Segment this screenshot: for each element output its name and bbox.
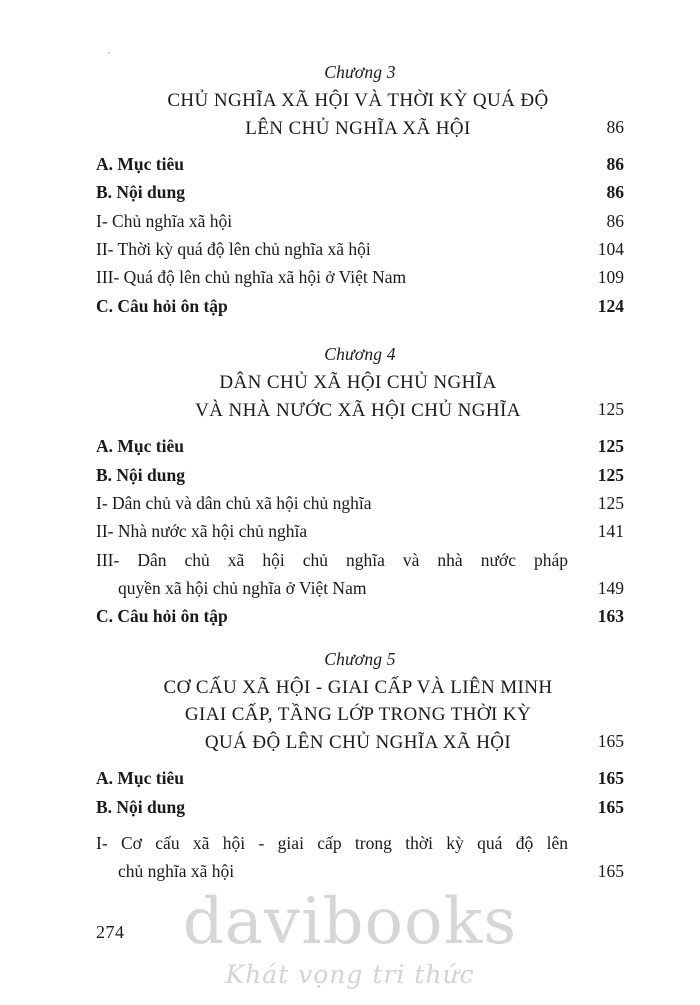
- chapter-page-number: 125: [597, 398, 624, 419]
- toc-entry-label: A. Mục tiêu: [96, 436, 184, 457]
- toc-entry[interactable]: [96, 207, 624, 235]
- toc-entry-label: chủ nghĩa xã hội: [118, 861, 235, 882]
- toc-entry[interactable]: [96, 292, 624, 320]
- toc-entry-continuation[interactable]: [96, 857, 624, 885]
- toc-entry-label: A. Mục tiêu: [96, 154, 184, 175]
- toc-entry[interactable]: [96, 150, 624, 178]
- toc-entry-label: I- Dân chủ và dân chủ xã hội chủ nghĩa: [96, 492, 372, 513]
- chapter-label: Chương 3: [324, 62, 396, 82]
- toc-entry-page: 86: [606, 154, 624, 175]
- chapter-title-line: [96, 87, 624, 115]
- chapter-block-3: [96, 62, 624, 320]
- chapter-block-5: [96, 649, 624, 886]
- toc-entry-label: III- Dân chủ xã hội chủ nghĩa và nhà nước pháp: [96, 549, 568, 570]
- toc-entry[interactable]: [96, 178, 624, 206]
- toc-entry-label: quyền xã hội chủ nghĩa ở Việt Nam: [118, 577, 367, 598]
- chapter-page-number: 86: [606, 116, 624, 137]
- toc-entry-label: C. Câu hỏi ôn tập: [96, 606, 228, 627]
- table-of-contents: [96, 62, 624, 888]
- toc-entry[interactable]: [96, 432, 624, 460]
- toc-entry-page: 104: [597, 239, 624, 260]
- toc-entry-label: III- Quá độ lên chủ nghĩa xã hội ở Việt Nam: [96, 267, 407, 288]
- toc-entry[interactable]: [96, 546, 624, 574]
- chapter-title-line: [96, 729, 624, 757]
- chapter-title-text: LÊN CHỦ NGHĨA XÃ HỘI: [245, 117, 471, 139]
- toc-entry[interactable]: [96, 461, 624, 489]
- toc-entry[interactable]: [96, 602, 624, 630]
- toc-entry-page: 109: [597, 267, 624, 288]
- chapter-title-text: GIAI CẤP, TẦNG LỚP TRONG THỜI KỲ: [184, 704, 532, 726]
- chapter-block-4: [96, 344, 624, 631]
- chapter-label: Chương 4: [324, 344, 396, 365]
- chapter-page-number: 165: [597, 730, 624, 751]
- toc-entry[interactable]: [96, 489, 624, 517]
- chapter-title-text: CHỦ NGHĨA XÃ HỘI VÀ THỜI KỲ QUÁ ĐỘ: [167, 90, 549, 111]
- toc-entry[interactable]: [96, 829, 624, 857]
- toc-entry[interactable]: [96, 235, 624, 263]
- toc-entry-label: B. Nội dung: [96, 796, 185, 817]
- watermark-brand: davibooks: [182, 885, 518, 959]
- toc-entry-page: 86: [606, 182, 624, 203]
- toc-entry[interactable]: [96, 764, 624, 792]
- chapter-title-line: [96, 397, 624, 425]
- toc-entry-page: 141: [597, 521, 624, 542]
- chapter-title-line: [96, 115, 624, 143]
- toc-entry-label: II- Thời kỳ quá độ lên chủ nghĩa xã hội: [96, 239, 371, 260]
- toc-entry-label: I- Chủ nghĩa xã hội: [96, 210, 233, 231]
- chapter-title-text: VÀ NHÀ NƯỚC XÃ HỘI CHỦ NGHĨA: [195, 399, 521, 421]
- toc-entry-label: II- Nhà nước xã hội chủ nghĩa: [96, 521, 308, 542]
- toc-entry-page: 165: [597, 796, 624, 817]
- chapter-title-line: [96, 701, 624, 729]
- toc-entry-label: I- Cơ cấu xã hội - giai cấp trong thời kỳ quá độ lên: [96, 832, 568, 853]
- chapter-title-line: [96, 674, 624, 702]
- toc-entry-page: 125: [597, 464, 624, 485]
- toc-entry-page: 125: [597, 436, 624, 457]
- toc-entry-page: 165: [597, 861, 624, 882]
- chapter-title-text: CƠ CẤU XÃ HỘI - GIAI CẤP VÀ LIÊN MINH: [163, 676, 553, 698]
- toc-entry[interactable]: [96, 793, 624, 821]
- toc-entry-page: 163: [597, 606, 624, 627]
- page-folio: 274: [96, 922, 125, 942]
- chapter-title-line: [96, 369, 624, 397]
- chapter-label: Chương 5: [324, 648, 396, 669]
- toc-entry-label: C. Câu hỏi ôn tập: [96, 295, 228, 316]
- toc-entry[interactable]: [96, 263, 624, 291]
- paper-speck: [108, 52, 110, 54]
- chapter-title-text: DÂN CHỦ XÃ HỘI CHỦ NGHĨA: [219, 372, 497, 394]
- toc-entry-continuation[interactable]: [96, 574, 624, 602]
- toc-entry-page: 86: [606, 210, 624, 231]
- chapter-title-text: QUÁ ĐỘ LÊN CHỦ NGHĨA XÃ HỘI: [204, 731, 512, 753]
- toc-entry-page: 149: [597, 577, 624, 598]
- toc-entry-page: 125: [597, 492, 624, 513]
- toc-entry-page: 124: [597, 295, 624, 316]
- toc-entry-label: A. Mục tiêu: [96, 768, 184, 789]
- toc-entry-page: 165: [597, 768, 624, 789]
- toc-entry[interactable]: [96, 517, 624, 545]
- watermark-tagline: Khát vọng tri thức: [225, 960, 475, 989]
- toc-entry-label: B. Nội dung: [96, 464, 185, 485]
- toc-entry-label: B. Nội dung: [96, 182, 185, 203]
